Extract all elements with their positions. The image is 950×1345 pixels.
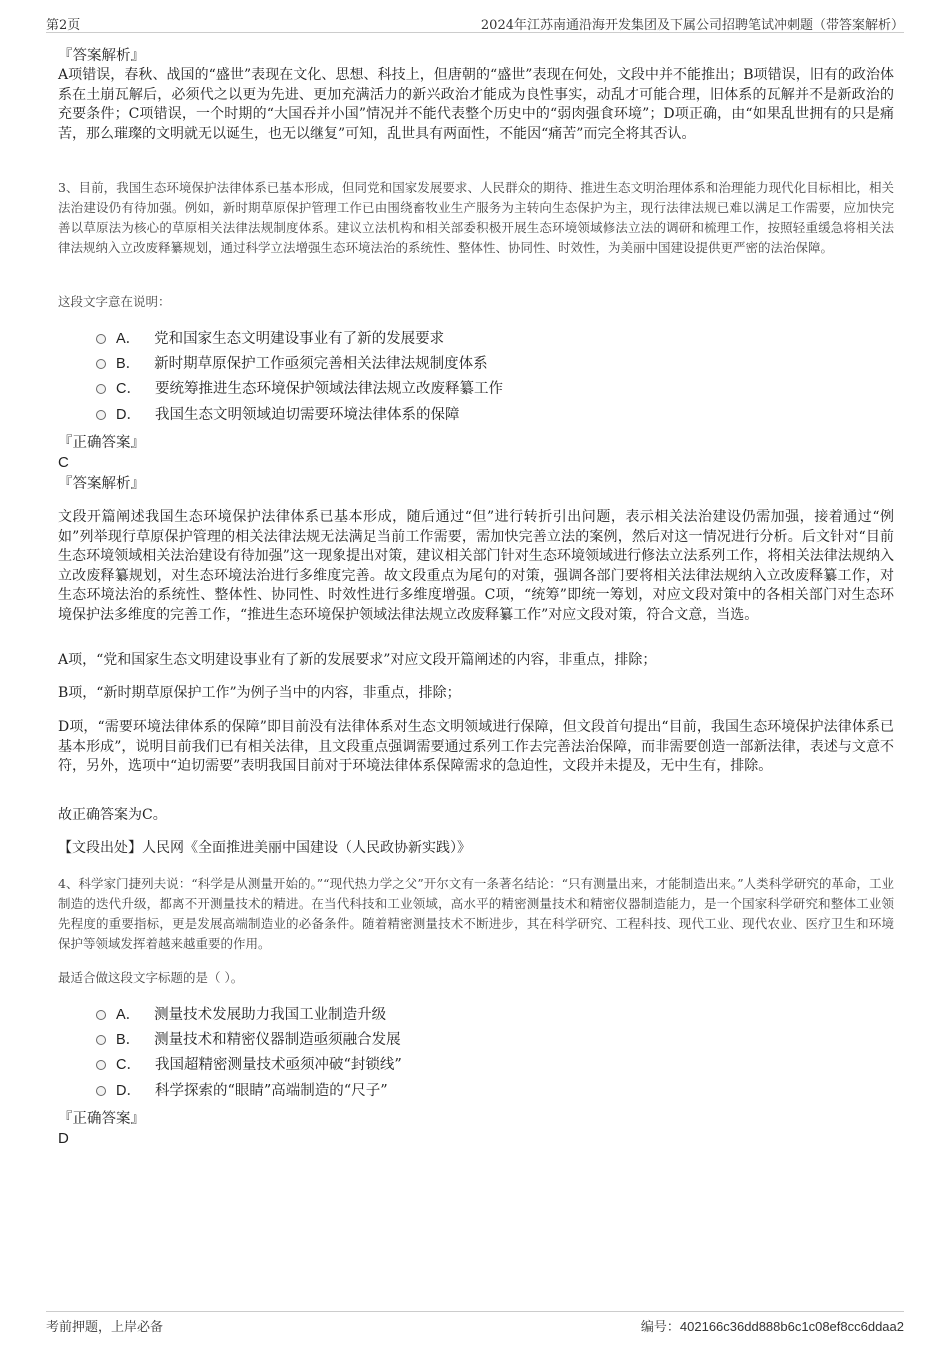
radio-icon[interactable]	[96, 1035, 106, 1045]
page-header	[46, 12, 904, 33]
q4-answer-tag: 『正确答案』	[58, 1111, 145, 1127]
q3-analysis-b: B项，“新时期草原保护工作”为例子当中的内容，非重点，排除；	[58, 685, 461, 701]
page-footer	[46, 1311, 904, 1334]
q3-analysis-tag: 『答案解析』	[58, 476, 145, 492]
q3-analysis-a: A项，“党和国家生态文明建设事业有了新的发展要求”对应文段开篇阐述的内容，非重点，排除；	[58, 652, 657, 668]
q4-option-c[interactable]: C． 我国超精密测量技术亟须冲破“封锁线”	[96, 1055, 402, 1075]
radio-icon[interactable]	[96, 1010, 106, 1020]
radio-icon[interactable]	[96, 334, 106, 344]
q2-analysis-text: A项错误，春秋、战国的“盛世”表现在文化、思想、科技上，但唐朝的“盛世”表现在何处，文段中并不能推出；B项错误，旧有的政治体系在土崩瓦解后，必须代之以更为先进、更加充满活力的新兴政治才能成为良性事实，动乱才可能合理，旧体系的瓦解并不是新政治的充要条件；C项错误，一个时期的“大国吞并小国”情况并不能代表整个历史中的“弱肉强食环境”；D项正确，由“如果乱世拥有的只是痛苦，那么璀璨的文明就无以诞生，也无以继复”可知，乱世具有两面性，不能因“痛苦”而完全将其否认。	[58, 67, 894, 142]
q3-stem: 3、目前，我国生态环境保护法律体系已基本形成，但同党和国家发展要求、人民群众的期待、推进生态文明治理体系和治理能力现代化目标相比，相关法治建设仍有待加强。例如，新时期草原保护管理工作已由围绕畜牧业生产服务为主转向生态保护为主，现行法律法规已难以满足工作需要，应加快完善以草原法为核心的草原相关法律法规制度体系。建议立法机构和相关部委积极开展生态环境领域修法立法的调研和梳理工作，按照轻重缓急将相关法律法规纳入立改废释纂规划，通过科学立法增强生态环境法治的系统性、整体性、协同性、时效性，为美丽中国建设提供更严密的法治保障。	[58, 180, 894, 255]
q4-answer: D	[58, 1130, 69, 1147]
footer-code: 编号：402166c36dd888b6c1c08ef8cc6ddaa2	[640, 1319, 904, 1335]
radio-icon[interactable]	[96, 1086, 106, 1096]
footer-slogan: 考前押题，上岸必备	[46, 1320, 164, 1335]
q3-prompt: 这段文字意在说明：	[58, 294, 171, 309]
q3-option-c[interactable]: C． 要统筹推进生态环境保护领域法律法规立改废释纂工作	[96, 379, 503, 399]
radio-icon[interactable]	[96, 1060, 106, 1070]
radio-icon[interactable]	[96, 359, 106, 369]
radio-icon[interactable]	[96, 410, 106, 420]
page-number: 第2页	[46, 18, 81, 33]
q3-conclusion: 故正确答案为C。	[58, 807, 167, 823]
q4-prompt: 最适合做这段文字标题的是（ ）。	[58, 970, 244, 985]
q3-option-a[interactable]: A． 党和国家生态文明建设事业有了新的发展要求	[96, 329, 444, 349]
q4-option-a[interactable]: A． 测量技术发展助力我国工业制造升级	[96, 1005, 386, 1025]
q4-stem: 4、科学家门捷列夫说：“科学是从测量开始的。”“现代热力学之父”开尔文有一条著名结论：“只有测量出来，才能制造出来。”人类科学研究的革命，工业制造的迭代升级，都离不开测量技术的精进。在当代科技和工业领域，高水平的精密测量技术和精密仪器制造能力，是一个国家科学研究和整体工业领先程度的重要指标，更是发展高端制造业的必备条件。随着精密测量技术不断进步，其在科学研究、工程科技、现代工业、现代农业、医疗卫生和环境保护等领域发挥着越来越重要的作用。	[58, 876, 894, 951]
q3-source: 【文段出处】人民网《全面推进美丽中国建设（人民政协新实践）》	[58, 840, 471, 856]
document-title: 2024年江苏南通沿海开发集团及下属公司招聘笔试冲刺题（带答案解析）	[480, 18, 904, 33]
q3-option-d[interactable]: D． 我国生态文明领域迫切需要环境法律体系的保障	[96, 405, 459, 425]
q2-analysis-tag: 『答案解析』	[58, 48, 145, 64]
q3-analysis-main: 文段开篇阐述我国生态环境保护法律体系已基本形成，随后通过“但”进行转折引出问题，表示相关法治建设仍需加强，接着通过“例如”列举现行草原保护管理的相关法律法规无法满足当前工作需要，需加快完善立法的案例，然后对这一情况进行分析。后文针对“目前生态环境领域相关法治建设有待加强”这一现象提出对策，建议相关部门针对生态环境领域进行修法立法系列工作，将相关法律法规纳入立改废释纂规划，对生态环境法治进行多维度完善。故文段重点为尾句的对策，强调各部门要将相关法律法规纳入立改废释纂工作，对生态环境法治的系统性、整体性、协同性、时效性进行多维度增强。C项，“统筹”即统一筹划，对应文段对策中的各相关部门对生态环境保护法多维度的完善工作，“推进生态环境保护领域法律法规立改废释纂工作”对应文段对策，符合文意，当选。	[58, 509, 894, 623]
q3-option-b[interactable]: B． 新时期草原保护工作亟须完善相关法律法规制度体系	[96, 354, 488, 374]
q3-answer-tag: 『正确答案』	[58, 435, 145, 451]
q3-analysis-d: D项，“需要环境法律体系的保障”即目前没有法律体系对生态文明领域进行保障，但文段首句提出“目前，我国生态环境保护法律体系已基本形成”，说明目前我们已有相关法律，且文段重点强调需要通过系列工作去完善法治保障，而非需要创造一部新法律，表述与文意不符，另外，选项中“迫切需要”表明我国目前对于环境法律体系保障需求的急迫性，文段并未提及，无中生有，排除。	[58, 719, 894, 774]
q3-answer: C	[58, 454, 69, 471]
radio-icon[interactable]	[96, 384, 106, 394]
q4-option-d[interactable]: D． 科学探索的“眼睛”高端制造的“尺子”	[96, 1081, 388, 1101]
q4-option-b[interactable]: B． 测量技术和精密仪器制造亟须融合发展	[96, 1030, 401, 1050]
